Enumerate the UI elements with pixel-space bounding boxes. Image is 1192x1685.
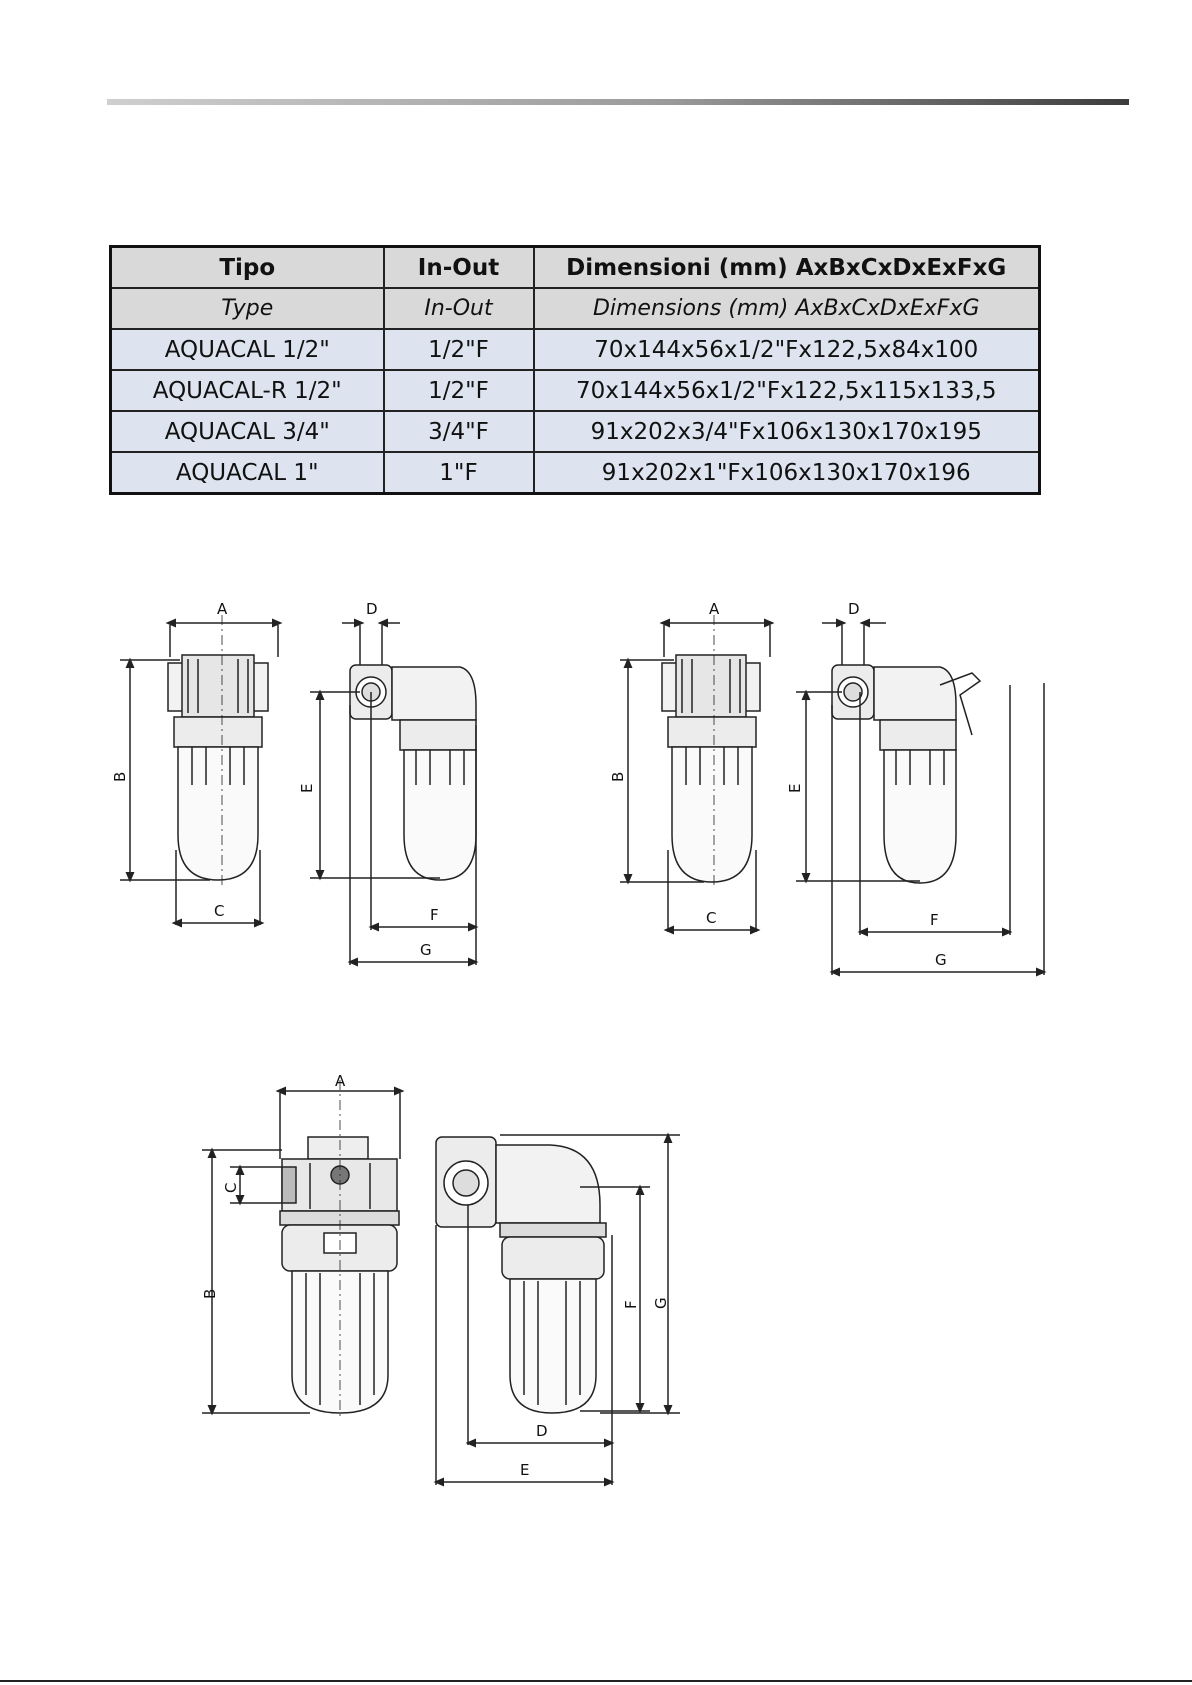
- top-rule: [107, 99, 1129, 105]
- dim-label-e: E: [298, 783, 316, 793]
- cell-in-out: 1/2"F: [384, 370, 534, 411]
- dim-label-g: G: [420, 941, 432, 959]
- dim-label-b: B: [609, 771, 627, 782]
- dim-label-c: C: [706, 909, 717, 927]
- table-header-row: [111, 247, 1040, 289]
- table-row: [111, 370, 1040, 411]
- cell-in-out: 1"F: [384, 452, 534, 494]
- header-type: Tipo: [111, 247, 384, 289]
- dim-label-f: F: [930, 911, 939, 929]
- front-view: [280, 1137, 399, 1413]
- technical-drawing-aquacal-r: [600, 595, 1060, 985]
- dim-label-e: E: [520, 1461, 530, 1479]
- dim-label-d: D: [848, 600, 860, 618]
- technical-drawing-aquacal-large: [200, 1075, 700, 1505]
- dim-label-f: F: [430, 906, 439, 924]
- front-view: [662, 655, 760, 882]
- subheader-dimensions: Dimensions (mm) AxBxCxDxExFxG: [534, 288, 1040, 329]
- dim-label-d: D: [366, 600, 378, 618]
- technical-drawing-aquacal: [110, 595, 530, 980]
- front-view: [168, 655, 268, 880]
- table-row: [111, 411, 1040, 452]
- side-view: [350, 665, 476, 880]
- table-row: [111, 329, 1040, 370]
- subheader-in-out: In-Out: [384, 288, 534, 329]
- table-subheader-row: [111, 288, 1040, 329]
- dim-label-b: B: [111, 771, 129, 782]
- dim-label-f: F: [622, 1300, 640, 1309]
- header-in-out: In-Out: [384, 247, 534, 289]
- cell-type: AQUACAL 1/2": [111, 329, 384, 370]
- dim-label-b: B: [201, 1288, 219, 1299]
- dim-label-c: C: [214, 902, 225, 920]
- cell-type: AQUACAL 1": [111, 452, 384, 494]
- table-row: [111, 452, 1040, 494]
- cell-in-out: 1/2"F: [384, 329, 534, 370]
- header-dimensions: Dimensioni (mm) AxBxCxDxExFxG: [534, 247, 1040, 289]
- cell-type: AQUACAL-R 1/2": [111, 370, 384, 411]
- cell-dimensions: 91x202x1"Fx106x130x170x196: [534, 452, 1040, 494]
- subheader-type: Type: [111, 288, 384, 329]
- dim-label-a: A: [335, 1075, 346, 1090]
- side-view: [436, 1137, 606, 1413]
- dim-label-c: C: [222, 1182, 240, 1193]
- dim-label-g: G: [652, 1297, 670, 1309]
- dim-label-e: E: [786, 783, 804, 793]
- cell-in-out: 3/4"F: [384, 411, 534, 452]
- dimensions-table: [109, 245, 1041, 495]
- cell-dimensions: 70x144x56x1/2"Fx122,5x84x100: [534, 329, 1040, 370]
- dim-label-a: A: [709, 600, 720, 618]
- cell-dimensions: 70x144x56x1/2"Fx122,5x115x133,5: [534, 370, 1040, 411]
- cell-dimensions: 91x202x3/4"Fx106x130x170x195: [534, 411, 1040, 452]
- cell-type: AQUACAL 3/4": [111, 411, 384, 452]
- dim-label-a: A: [217, 600, 228, 618]
- dim-label-g: G: [935, 951, 947, 969]
- dim-label-d: D: [536, 1422, 548, 1440]
- side-view: [832, 665, 980, 883]
- bottom-rule: [0, 1680, 1192, 1682]
